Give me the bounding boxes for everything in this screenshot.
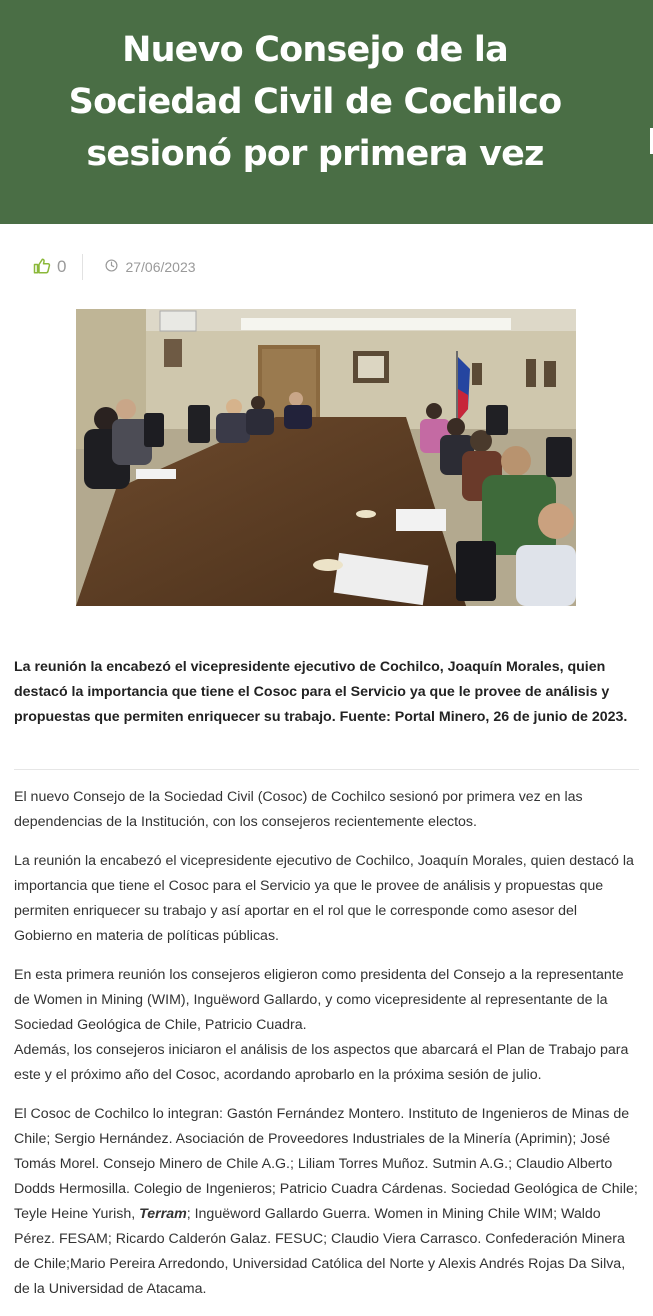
date-text: 27/06/2023 bbox=[125, 259, 196, 275]
title-line: Sociedad Civil de Cochilco bbox=[68, 82, 562, 122]
meta-divider bbox=[82, 254, 83, 280]
article-title bbox=[20, 24, 610, 180]
article-lead: La reunión la encabezó el vicepresidente ejecutivo de Cochilco, Joaquín Morales, quien destacó la importancia que tiene el Cosoc para el Servicio ya que le provee de análisis y propuestas que permiten enriquecer su trabajo. Fuente: Portal Minero, 26 de junio de 2023. bbox=[14, 659, 628, 725]
like-button[interactable] bbox=[33, 257, 66, 278]
clock-icon bbox=[105, 259, 125, 275]
title-line: Nuevo Consejo de la bbox=[122, 30, 508, 70]
publish-date bbox=[105, 259, 195, 275]
paragraph bbox=[14, 1102, 639, 1302]
paragraph bbox=[14, 963, 639, 1088]
paragraph: El nuevo Consejo de la Sociedad Civil (Cosoc) de Cochilco sesionó por primera vez en las dependencias de la Institución, con los consejeros recientemente electos. bbox=[14, 789, 583, 830]
paragraph-text: En esta primera reunión los consejeros eligieron como presidenta del Consejo a la representante de Women in Mining (WIM), Inguëword Gallardo, y como vicepresidente al representante de la Sociedad Geológica de Chile, Patricio Cuadra. bbox=[14, 967, 624, 1033]
thumbs-up-icon bbox=[33, 257, 51, 278]
content-divider bbox=[14, 769, 639, 770]
article-body bbox=[14, 785, 639, 1316]
paragraph: La reunión la encabezó el vicepresidente ejecutivo de Cochilco, Joaquín Morales, quien destacó la importancia que tiene el Cosoc para el Servicio ya que le provee de análisis y propuestas que permiten enriquecer su trabajo y así aportar en el rol que le corresponde como asesor del Gobierno en materia de políticas públicas. bbox=[14, 853, 634, 944]
article-photo bbox=[76, 309, 576, 606]
article-meta bbox=[33, 254, 196, 280]
emphasis-terram: Terram bbox=[139, 1206, 187, 1222]
title-line: sesionó por primera vez bbox=[86, 134, 544, 174]
paragraph-text: ; Inguëword Gallardo Guerra. Women in Mining Chile WIM; Waldo Pérez. FESAM; Ricardo Calderón Galaz. FESUC; Claudio Viera Carrasco. Confederación Minera de Chile;Mario Pereira Arredondo, Universidad Católica del Norte y Alexis Andrés Rojas Da Silva, de la Universidad de Atacama. bbox=[14, 1206, 626, 1297]
paragraph-text: El Cosoc de Cochilco lo integran: Gastón Fernández Montero. Instituto de Ingenieros de Minas de Chile; Sergio Hernández. Asociación de Proveedores Industriales de la Minería (Aprimin); José Tomás Morel. Consejo Minero de Chile A.G.; Liliam Torres Muñoz. Sutmin A.G.; Claudio Alberto Dodds Hermosilla. Colegio de Ingenieros; Patricio Cuadra Cárdenas. Sociedad Geológica de Chile; Teyle Heine Yurish, bbox=[14, 1106, 638, 1222]
paragraph-text: Además, los consejeros iniciaron el análisis de los aspectos que abarcará el Plan de Trabajo para este y el próximo año del Cosoc, acordando aprobarlo en la próxima sesión de julio. bbox=[14, 1042, 629, 1083]
article-header bbox=[0, 0, 653, 224]
like-count: 0 bbox=[57, 257, 67, 276]
